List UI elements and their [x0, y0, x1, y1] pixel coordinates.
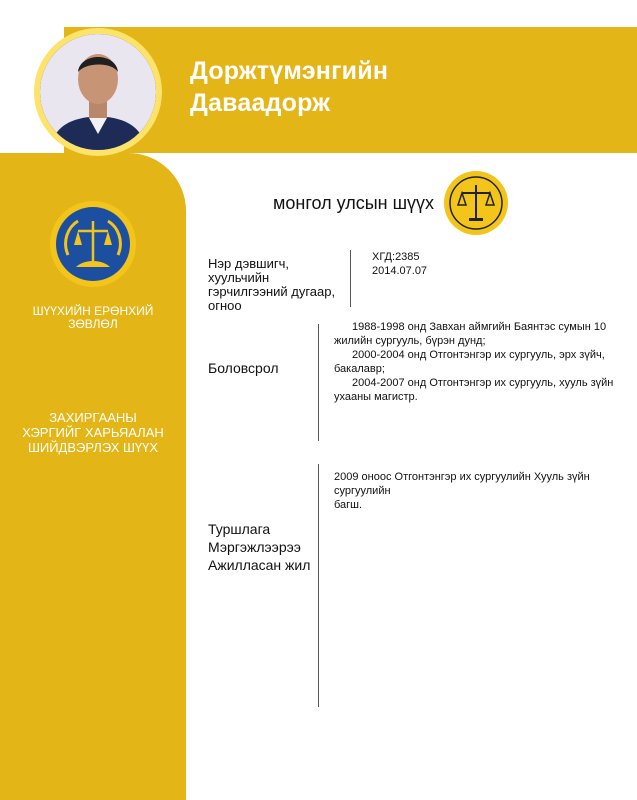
divider [318, 324, 319, 441]
court-name: монгол улсын шүүх [273, 193, 435, 213]
appointment-label: Нэр дэвшигч, хуульчийн гэрчилгээний дугаар, огноо [208, 256, 336, 313]
divider [318, 464, 319, 707]
education-label: Боловсрол [208, 360, 279, 376]
experience-text: 2009 оноос Отгонтэнгэр их сургуулийн Хууль зүйн сургуулийн багш. [334, 471, 590, 511]
court-scales-icon [444, 171, 508, 235]
court-type-title: ЗАХИРГААНЫ ХЭРГИЙГ ХАРЬЯАЛАН ШИЙДВЭРЛЭХ ШҮҮХ [22, 410, 164, 455]
education-text: 1988-1998 онд Завхан аймгийн Баянтэс сумын 10 жилийн сургууль, бүрэн дунд; 2000-2004 онд Отгонтэнгэр их сургууль, эрх зүйч, бакалавр; 2004-2007 онд Отгонтэнгэр их сургууль, хууль зүйн ухааны магистр. [334, 321, 614, 403]
portrait-photo [40, 34, 156, 150]
person-name: Доржтүмэнгийн Даваадорж [190, 57, 389, 117]
experience-label: Туршлага Мэргэжлээрээ Ажилласан жил [208, 521, 311, 573]
portrait-frame [34, 28, 162, 156]
appointment-value: ХГД:2385 2014.07.07 [372, 251, 428, 277]
council-emblem-icon [50, 201, 136, 287]
divider [350, 250, 351, 307]
council-title: ШҮҮХИЙН ЕРӨНХИЙ ЗӨВЛӨЛ [32, 304, 154, 331]
